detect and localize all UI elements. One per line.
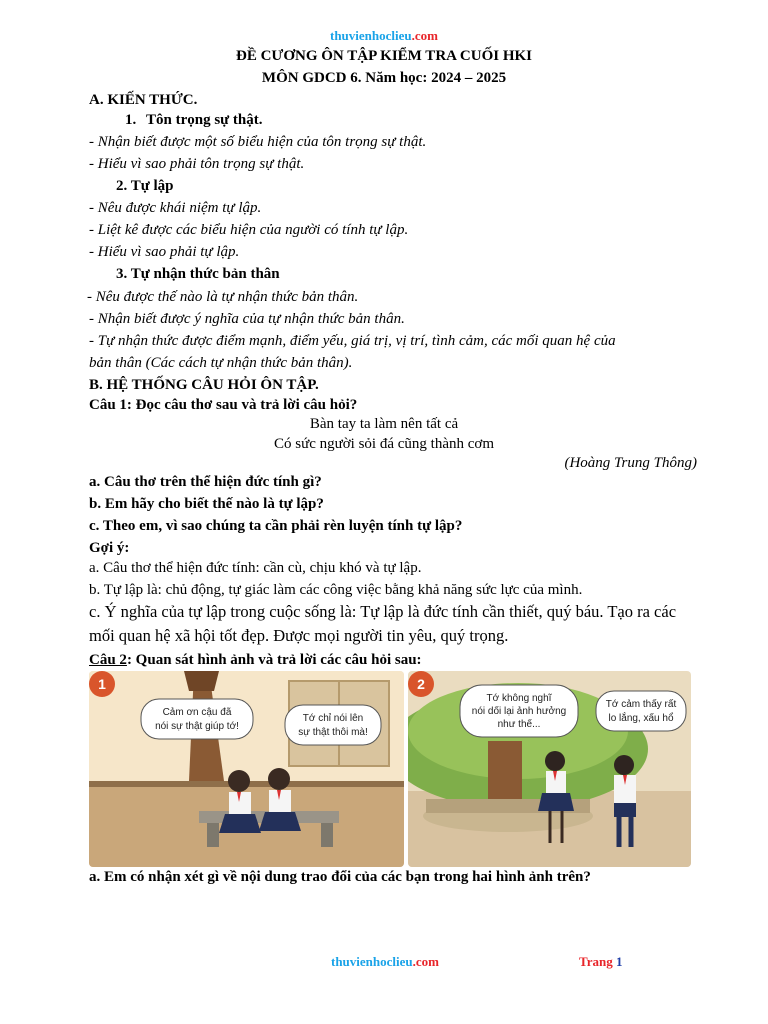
footer-brand-domain: .com <box>412 954 439 969</box>
panel-2-number: 2 <box>417 676 425 692</box>
topic-1-number: 1. <box>125 112 137 128</box>
question-1c <box>89 517 462 535</box>
panel-2-drawing <box>408 671 691 867</box>
header-brand-name: thuvienhoclieu <box>330 28 412 43</box>
footer-brand[interactable] <box>331 953 439 971</box>
hint-c-line1: c. Ý nghĩa của tự lập trong cuộc sống là: Tự lập là đức tính cần thiết, quý báu. Tạo ra các <box>89 602 677 621</box>
illustration-panel-2 <box>408 671 691 867</box>
hint-a: a. Câu thơ thể hiện đức tính: cần cù, chịu khó và tự lập. <box>89 560 422 576</box>
panel-1-drawing <box>89 671 404 867</box>
topic-3-item: - Nêu được thế nào là tự nhận thức bản thân. <box>87 289 359 305</box>
topic-1-item: - Nhận biết được một số biểu hiện của tôn trọng sự thật. <box>89 134 427 150</box>
page-label: Trang <box>579 954 613 969</box>
question-1-title: Câu 1: Đọc câu thơ sau và trả lời câu hỏi? <box>89 397 358 413</box>
question-1a <box>89 473 322 491</box>
panel-1-bubble-2-line: sự thật thôi mà! <box>298 727 368 738</box>
topic-3-item: bản thân (Các cách tự nhận thức bản thân). <box>89 355 353 371</box>
question-2a: a. Em có nhận xét gì về nội dung trao đổi của các bạn trong hai hình ảnh trên? <box>89 869 591 885</box>
doc-title: ĐỀ CƯƠNG ÔN TẬP KIỂM TRA CUỐI HKI <box>235 48 532 64</box>
topic-2-title: 2. Tự lập <box>116 178 174 194</box>
question-text: Theo em, vì sao chúng ta cần phải rèn luyện tính tự lập? <box>102 518 463 534</box>
illustration-panel-1 <box>89 671 404 867</box>
header-brand-domain: .com <box>411 28 438 43</box>
panel-2-bubble-1-line: Tớ không nghĩ <box>486 693 552 704</box>
hint-b: b. Tự lập là: chủ động, tự giác làm các công việc bằng khả năng sức lực của mình. <box>89 582 583 598</box>
question-2-label: Câu 2 <box>89 652 127 668</box>
panel-1-bubble-1-line: Cảm ơn cậu đã <box>162 707 232 718</box>
topic-2-item: - Liệt kê được các biểu hiện của người có tính tự lập. <box>89 222 409 238</box>
question-text: Câu thơ trên thể hiện đức tính gì? <box>104 474 322 490</box>
question-text: Em hãy cho biết thế nào là tự lập? <box>104 496 324 512</box>
topic-1-item: - Hiểu vì sao phải tôn trọng sự thật. <box>89 156 305 172</box>
topic-2-item: - Nêu được khái niệm tự lập. <box>89 200 262 216</box>
topic-3-item: - Tự nhận thức được điểm mạnh, điểm yếu, giá trị, vị trí, tình cảm, các mối quan hệ của <box>89 333 616 349</box>
poem-author: (Hoàng Trung Thông) <box>564 455 697 471</box>
question-2-title <box>89 651 422 669</box>
question-label: b. <box>89 496 102 512</box>
panel-2-bubble-2-line: lo lắng, xấu hổ <box>608 713 674 724</box>
panel-2-bubble-1-line: như thế... <box>497 719 541 730</box>
section-a-heading: A. KIẾN THỨC. <box>89 92 198 108</box>
hint-title: Gợi ý: <box>89 540 130 556</box>
poem-line: Bàn tay ta làm nên tất cả <box>309 416 459 432</box>
doc-subtitle: MÔN GDCD 6. Năm học: 2024 – 2025 <box>261 70 507 86</box>
topic-3-item: - Nhận biết được ý nghĩa của tự nhận thức bản thân. <box>89 311 405 327</box>
header-brand[interactable] <box>0 27 768 45</box>
section-b-heading: B. HỆ THỐNG CÂU HỎI ÔN TẬP. <box>89 377 319 393</box>
panel-1-number: 1 <box>98 676 106 692</box>
panel-2-bubble-1-line: nói dối lại ảnh hưởng <box>471 706 567 717</box>
topic-2-item: - Hiểu vì sao phải tự lập. <box>89 244 240 260</box>
panel-2-bubble-2-line: Tớ cảm thấy rất <box>605 699 677 710</box>
topic-1-title: Tôn trọng sự thật. <box>146 112 263 128</box>
question-1b <box>89 495 324 513</box>
hint-c-line2: mối quan hệ xã hội tốt đẹp. Được mọi người tin yêu, quý trọng. <box>89 626 509 645</box>
topic-3-title: 3. Tự nhận thức bản thân <box>116 266 280 282</box>
question-label: c. <box>89 518 100 534</box>
footer-brand-name: thuvienhoclieu <box>331 954 413 969</box>
question-label: a. <box>89 474 101 490</box>
panel-1-bubble-1-line: nói sự thật giúp tớ! <box>155 721 239 732</box>
page-indicator <box>579 953 622 971</box>
panel-1-bubble-2-line: Tớ chỉ nói lên <box>302 713 364 724</box>
page-number: 1 <box>615 954 623 969</box>
question-2-text: : Quan sát hình ảnh và trả lời các câu hỏi sau: <box>126 652 422 668</box>
poem-line: Có sức người sỏi đá cũng thành cơm <box>273 436 494 452</box>
